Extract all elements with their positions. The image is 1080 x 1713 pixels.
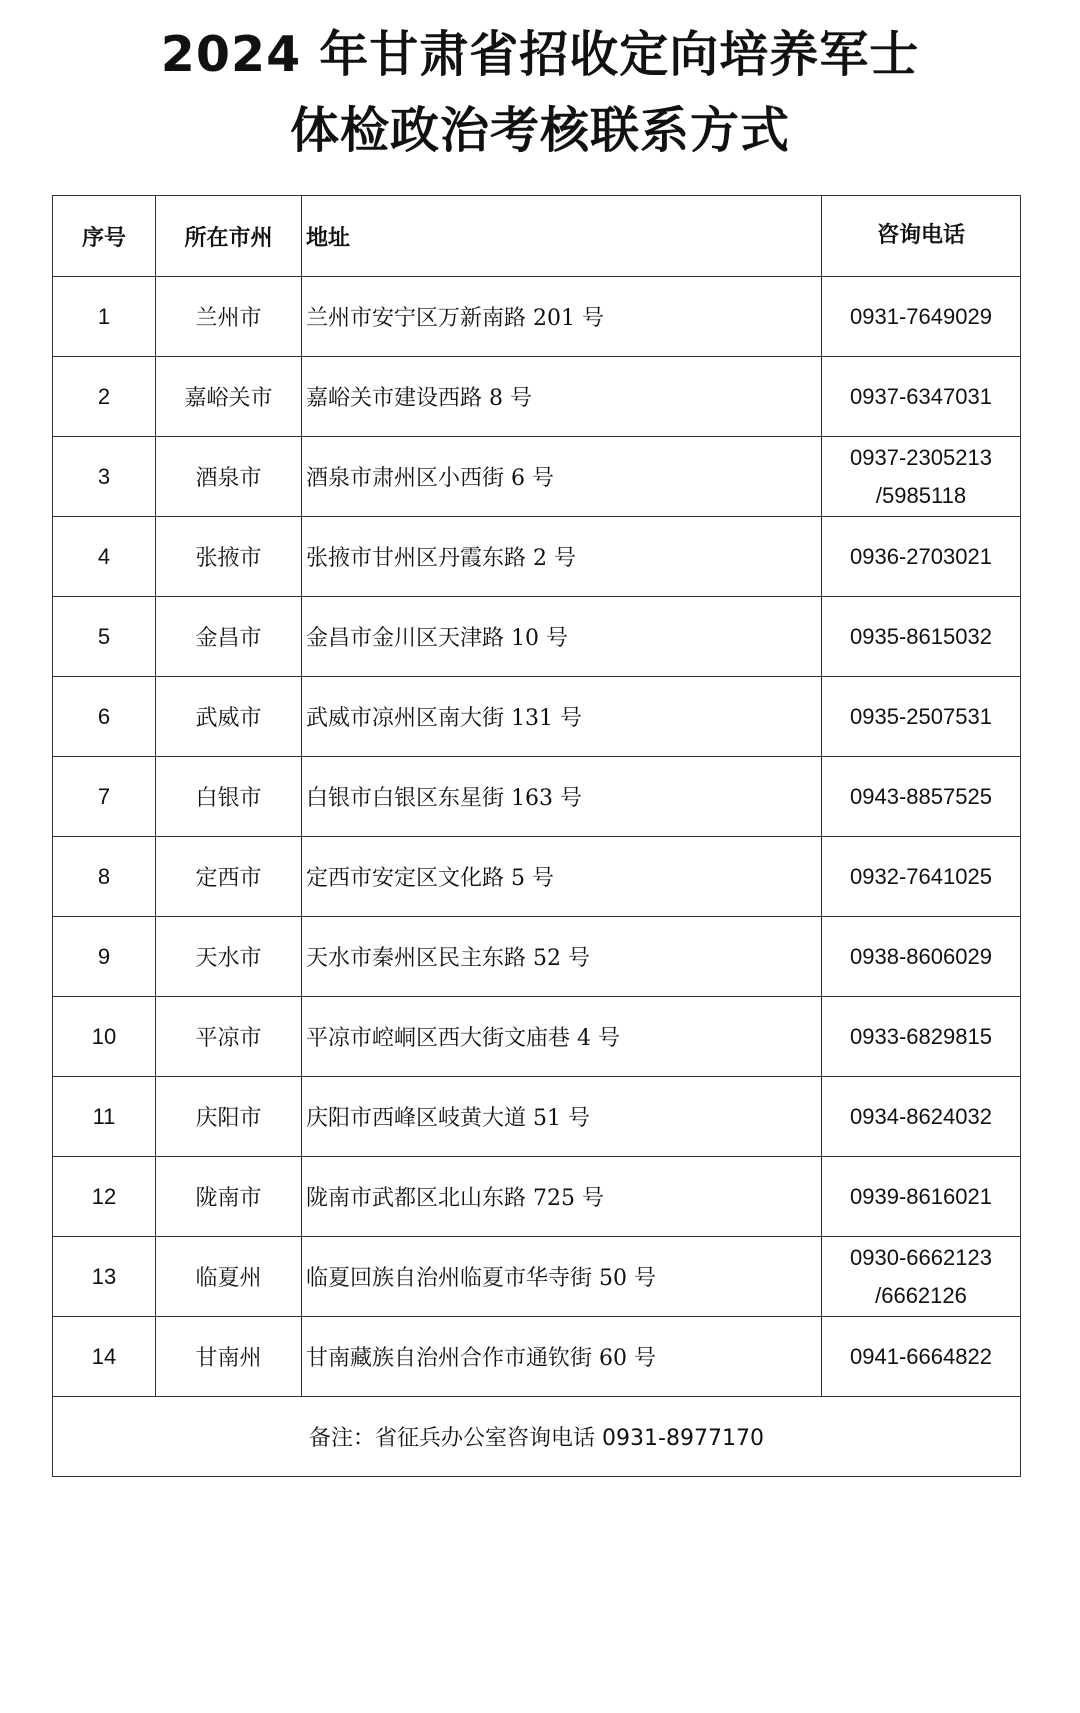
table-row: [53, 677, 1021, 757]
row-phone: [822, 517, 1021, 597]
header-address: 地址: [302, 196, 822, 277]
row-city: 陇南市: [156, 1157, 302, 1237]
row-seq: 12: [53, 1157, 156, 1237]
row-phone: [822, 277, 1021, 357]
row-phone: [822, 1317, 1021, 1397]
phone-number: 0943-8857525: [850, 783, 992, 809]
row-address: 白银市白银区东星街 163 号: [302, 757, 822, 837]
row-seq: 7: [53, 757, 156, 837]
row-city: 临夏州: [156, 1237, 302, 1317]
row-address: 兰州市安宁区万新南路 201 号: [302, 277, 822, 357]
row-city: 酒泉市: [156, 437, 302, 517]
note-text: 备注：省征兵办公室咨询电话 0931-8977170: [53, 1397, 1021, 1477]
phone-number: /6662126: [875, 1282, 967, 1308]
row-address: 平凉市崆峒区西大街文庙巷 4 号: [302, 997, 822, 1077]
row-phone: [822, 357, 1021, 437]
phone-number: 0941-6664822: [850, 1343, 992, 1369]
header-phone: 咨询电话: [822, 196, 1021, 277]
phone-number: 0938-8606029: [850, 943, 992, 969]
row-city: 天水市: [156, 917, 302, 997]
phone-number: 0931-7649029: [850, 303, 992, 329]
row-seq: 13: [53, 1237, 156, 1317]
phone-number: 0935-2507531: [850, 703, 992, 729]
table-row: [53, 997, 1021, 1077]
document-title-line-1: 2024 年甘肃省招收定向培养军士: [160, 26, 920, 83]
row-phone: [822, 1077, 1021, 1157]
header-seq: 序号: [53, 196, 156, 277]
row-seq: 1: [53, 277, 156, 357]
row-phone: [822, 1237, 1021, 1317]
phone-number: 0937-2305213: [850, 444, 992, 470]
row-address: 定西市安定区文化路 5 号: [302, 837, 822, 917]
row-city: 白银市: [156, 757, 302, 837]
table-row: [53, 1317, 1021, 1397]
row-seq: 6: [53, 677, 156, 757]
row-address: 金昌市金川区天津路 10 号: [302, 597, 822, 677]
phone-number: 0936-2703021: [850, 543, 992, 569]
row-seq: 10: [53, 997, 156, 1077]
table-row: [53, 1157, 1021, 1237]
row-phone: [822, 837, 1021, 917]
row-phone: [822, 597, 1021, 677]
row-city: 兰州市: [156, 277, 302, 357]
row-phone: [822, 757, 1021, 837]
table-row: [53, 437, 1021, 517]
phone-number: 0932-7641025: [850, 863, 992, 889]
phone-number: 0937-6347031: [850, 383, 992, 409]
phone-number: 0939-8616021: [850, 1183, 992, 1209]
row-address: 武威市凉州区南大街 131 号: [302, 677, 822, 757]
row-city: 张掖市: [156, 517, 302, 597]
row-address: 张掖市甘州区丹霞东路 2 号: [302, 517, 822, 597]
phone-number: 0934-8624032: [850, 1103, 992, 1129]
row-seq: 11: [53, 1077, 156, 1157]
row-city: 武威市: [156, 677, 302, 757]
table-body: [53, 277, 1021, 1397]
row-phone: [822, 677, 1021, 757]
row-address: 酒泉市肃州区小西街 6 号: [302, 437, 822, 517]
row-seq: 4: [53, 517, 156, 597]
row-address: 嘉峪关市建设西路 8 号: [302, 357, 822, 437]
row-seq: 2: [53, 357, 156, 437]
table-row: [53, 357, 1021, 437]
phone-number: /5985118: [875, 482, 967, 508]
row-city: 甘南州: [156, 1317, 302, 1397]
row-city: 金昌市: [156, 597, 302, 677]
table-row: [53, 837, 1021, 917]
header-city: 所在市州: [156, 196, 302, 277]
row-address: 临夏回族自治州临夏市华寺街 50 号: [302, 1237, 822, 1317]
row-phone: [822, 1157, 1021, 1237]
row-phone: [822, 997, 1021, 1077]
row-city: 嘉峪关市: [156, 357, 302, 437]
table-row: [53, 517, 1021, 597]
phone-number: 0935-8615032: [850, 623, 992, 649]
table-row: [53, 1077, 1021, 1157]
contacts-table: [52, 195, 1021, 1477]
row-seq: 9: [53, 917, 156, 997]
row-city: 定西市: [156, 837, 302, 917]
row-city: 平凉市: [156, 997, 302, 1077]
row-address: 陇南市武都区北山东路 725 号: [302, 1157, 822, 1237]
row-seq: 8: [53, 837, 156, 917]
table-row: [53, 277, 1021, 357]
phone-number: 0930-6662123: [850, 1244, 992, 1270]
document-title-line-2: 体检政治考核联系方式: [289, 102, 790, 159]
table-header-row: [53, 196, 1021, 277]
row-address: 天水市秦州区民主东路 52 号: [302, 917, 822, 997]
row-phone: [822, 437, 1021, 517]
row-seq: 5: [53, 597, 156, 677]
table-row: [53, 917, 1021, 997]
row-address: 甘南藏族自治州合作市通钦街 60 号: [302, 1317, 822, 1397]
row-phone: [822, 917, 1021, 997]
table-row: [53, 1237, 1021, 1317]
row-city: 庆阳市: [156, 1077, 302, 1157]
note-row: [53, 1397, 1021, 1477]
table-row: [53, 597, 1021, 677]
row-address: 庆阳市西峰区岐黄大道 51 号: [302, 1077, 822, 1157]
table-row: [53, 757, 1021, 837]
phone-number: 0933-6829815: [850, 1023, 992, 1049]
row-seq: 3: [53, 437, 156, 517]
row-seq: 14: [53, 1317, 156, 1397]
